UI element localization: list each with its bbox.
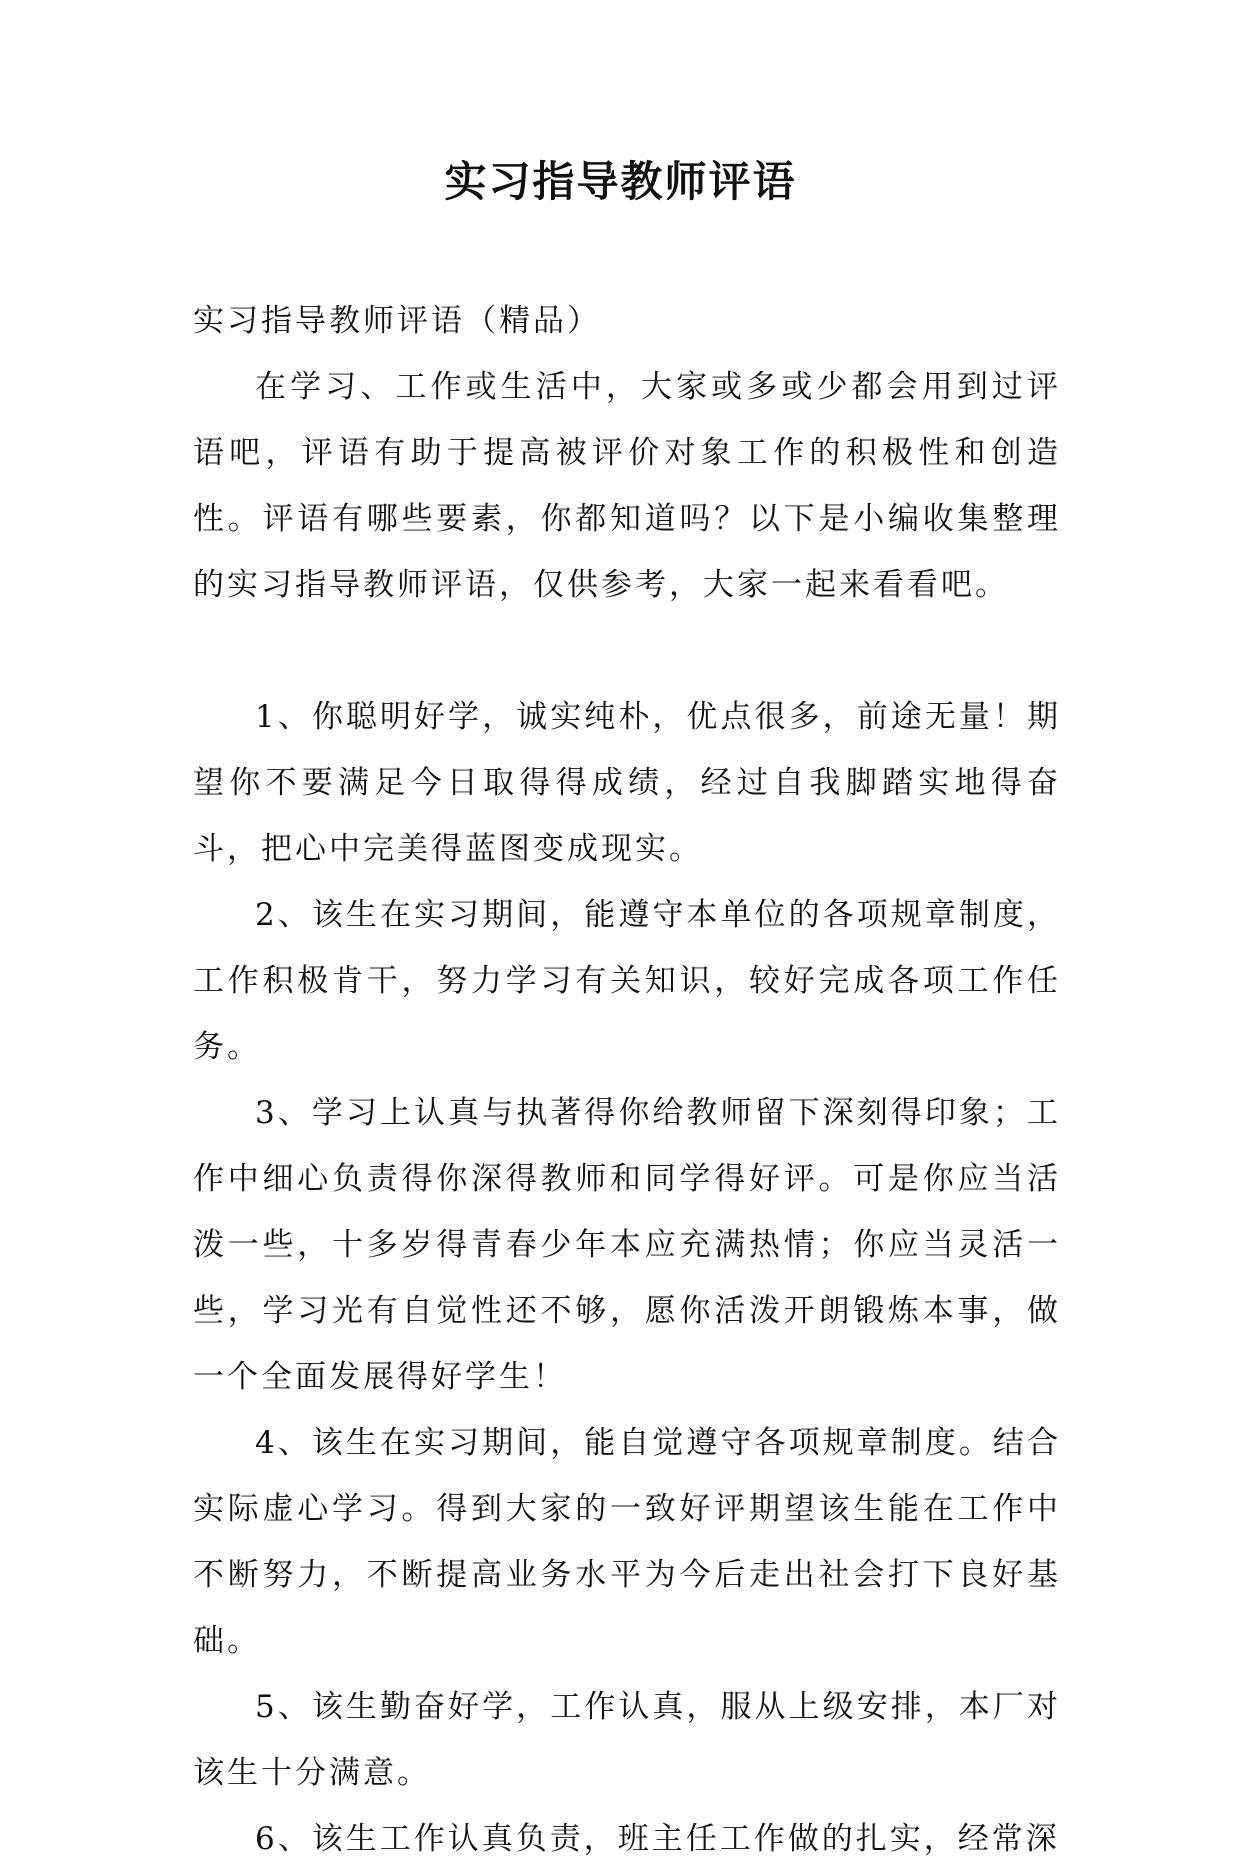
comment-item-3: 3、学习上认真与执著得你给教师留下深刻得印象；工作中细心负责得你深得教师和同学得好评。可是你应当活泼一些，十多岁得青春少年本应充满热情；你应当灵活一些，学习光有自觉性还不够，愿你活泼开朗锻炼本事，做一个全面发展得好学生！ xyxy=(193,1095,1061,1395)
comment-item-2: 2、该生在实习期间，能遵守本单位的各项规章制度，工作积极肯干，努力学习有关知识，较好完成各项工作任务。 xyxy=(193,897,1061,1065)
comment-item-1: 1、你聪明好学，诚实纯朴，优点很多，前途无量！期望你不要满足今日取得得成绩，经过自我脚踏实地得奋斗，把心中完美得蓝图变成现实。 xyxy=(193,699,1061,867)
document-body xyxy=(193,288,1061,1872)
intro-paragraph: 在学习、工作或生活中，大家或多或少都会用到过评语吧，评语有助于提高被评价对象工作的积极性和创造性。评语有哪些要素，你都知道吗？以下是小编收集整理的实习指导教师评语，仅供参考，大家一起来看看吧。 xyxy=(193,369,1061,603)
comment-item-4: 4、该生在实习期间，能自觉遵守各项规章制度。结合实际虚心学习。得到大家的一致好评期望该生能在工作中不断努力，不断提高业务水平为今后走出社会打下良好基础。 xyxy=(193,1425,1061,1659)
comment-item-5: 5、该生勤奋好学，工作认真，服从上级安排，本厂对该生十分满意。 xyxy=(193,1689,1061,1791)
paragraph-spacer xyxy=(193,618,1061,684)
document-title: 实习指导教师评语 xyxy=(444,157,797,206)
comment-item-6: 6、该生工作认真负责，班主任工作做的扎实，经常深 xyxy=(255,1821,1060,1857)
document-subtitle: 实习指导教师评语（精品） xyxy=(193,303,601,339)
